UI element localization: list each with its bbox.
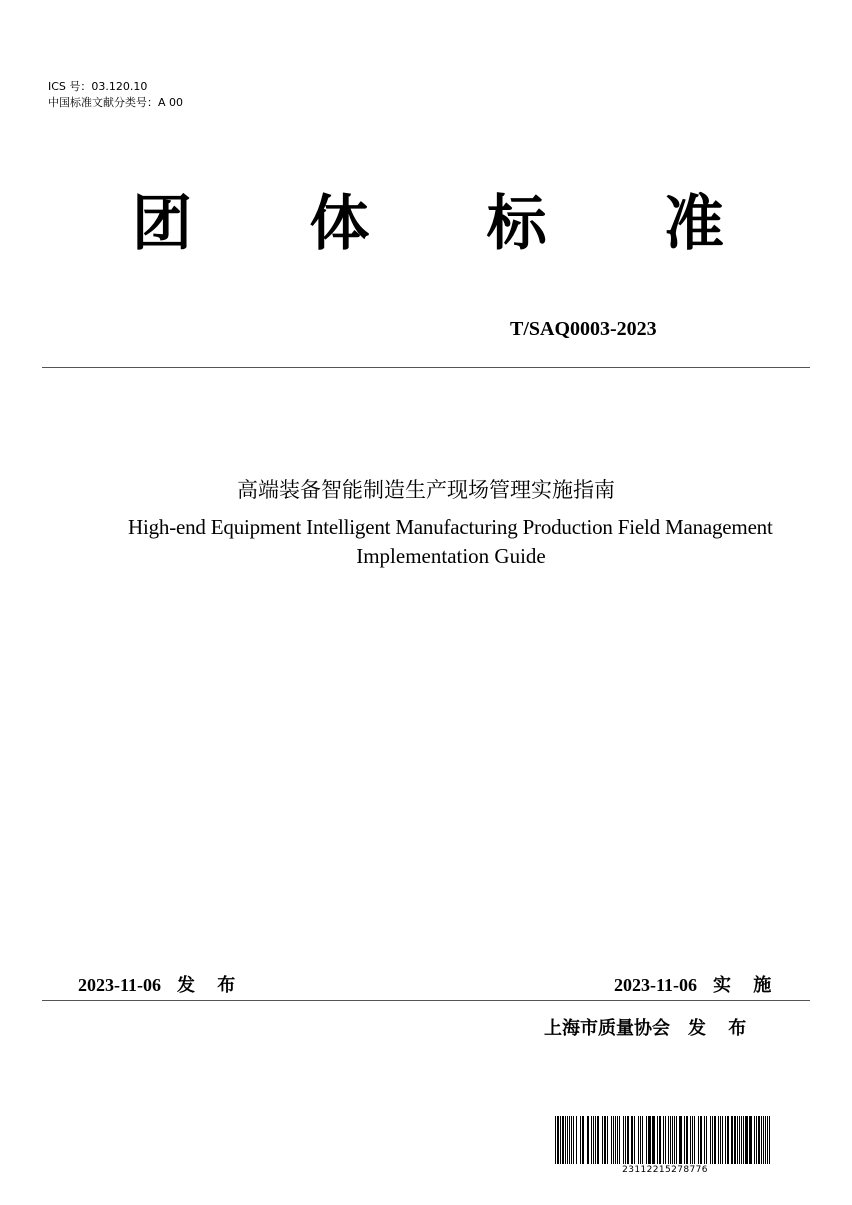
barcode-bar (676, 1116, 677, 1164)
barcode-bar (765, 1116, 766, 1164)
standard-type-title (132, 188, 724, 260)
document-title-cn: 高端装备智能制造生产现场管理实施指南 (237, 478, 615, 502)
barcode-bar (665, 1116, 666, 1164)
barcode-bar (615, 1116, 616, 1164)
divider-top (42, 367, 810, 368)
classification-block (48, 79, 183, 111)
title-char: 准 (663, 189, 724, 259)
barcode-bar (657, 1116, 658, 1164)
barcode-bar (692, 1116, 693, 1164)
publish-date-block (78, 971, 243, 997)
barcode-bar (576, 1116, 577, 1164)
barcode (554, 1116, 776, 1175)
barcode-bar (761, 1116, 762, 1164)
title-char: 标 (486, 189, 547, 259)
barcode-bar (756, 1116, 757, 1164)
barcode-bar (571, 1116, 572, 1164)
barcode-bar (613, 1116, 614, 1164)
barcode-bar (597, 1116, 599, 1164)
barcode-bar (560, 1116, 561, 1164)
barcode-bar (663, 1116, 664, 1164)
barcode-bar (611, 1116, 612, 1164)
barcode-bar (690, 1116, 691, 1164)
publisher-block (544, 1014, 754, 1040)
barcode-bar (631, 1116, 633, 1164)
barcode-bar (731, 1116, 733, 1164)
barcode-bar (725, 1116, 726, 1164)
barcode-bar (741, 1116, 742, 1164)
barcode-bar (638, 1116, 639, 1164)
ccs-number: 中国标准文献分类号：A 00 (48, 96, 184, 109)
implement-label: 实 施 (713, 975, 780, 996)
barcode-bar (593, 1116, 594, 1164)
barcode-bar (769, 1116, 770, 1164)
barcode-bar (580, 1116, 581, 1164)
divider-bottom (42, 1000, 810, 1001)
barcode-bar (698, 1116, 699, 1164)
barcode-bar (704, 1116, 705, 1164)
barcode-bar (562, 1116, 564, 1164)
barcode-bar (567, 1116, 568, 1164)
barcode-bar (745, 1116, 748, 1164)
barcode-bar (640, 1116, 641, 1164)
barcode-number: 23112215278776 (622, 1165, 708, 1175)
barcode-bar (573, 1116, 574, 1164)
barcode-bar (557, 1116, 558, 1164)
barcode-bar (743, 1116, 744, 1164)
barcode-bar (737, 1116, 738, 1164)
barcode-bar (565, 1116, 566, 1164)
barcode-bar (767, 1116, 768, 1164)
barcode-bar (758, 1116, 760, 1164)
barcode-bar (642, 1116, 643, 1164)
implement-date-block (614, 971, 779, 997)
barcode-bar (659, 1116, 661, 1164)
standard-number: T/SAQ0003-2023 (510, 318, 657, 340)
publisher-action: 发 布 (688, 1018, 755, 1039)
barcode-bar (734, 1116, 736, 1164)
barcode-bar (727, 1116, 729, 1164)
barcode-bar (619, 1116, 620, 1164)
implement-date: 2023-11-06 (614, 975, 697, 995)
publisher-name: 上海市质量协会 (544, 1018, 670, 1039)
publish-date: 2023-11-06 (78, 975, 161, 995)
barcode-bar (672, 1116, 673, 1164)
barcode-bar (749, 1116, 752, 1164)
barcode-bar (686, 1116, 688, 1164)
barcode-bar (634, 1116, 635, 1164)
barcode-bar (582, 1116, 584, 1164)
barcode-bar (602, 1116, 603, 1164)
publish-label: 发 布 (177, 975, 244, 996)
barcode-bar (587, 1116, 589, 1164)
barcode-bar (694, 1116, 695, 1164)
barcode-bar (712, 1116, 713, 1164)
barcode-bar (591, 1116, 592, 1164)
barcode-bar (623, 1116, 624, 1164)
barcode-bar (706, 1116, 707, 1164)
document-title-en-line2: Implementation Guide (356, 544, 546, 568)
barcode-bar (710, 1116, 711, 1164)
barcode-bar (722, 1116, 723, 1164)
barcode-bar (679, 1116, 682, 1164)
barcode-bar (739, 1116, 740, 1164)
barcode-bar (646, 1116, 647, 1164)
barcode-bar (569, 1116, 570, 1164)
barcode-bar (754, 1116, 755, 1164)
title-char: 体 (309, 189, 370, 259)
document-title-en-line1: High-end Equipment Intelligent Manufacturing Production Field Management (128, 515, 773, 539)
barcode-bar (700, 1116, 702, 1164)
barcode-bar (714, 1116, 716, 1164)
barcode-bar (720, 1116, 721, 1164)
barcode-bar (607, 1116, 608, 1164)
barcode-bar (668, 1116, 669, 1164)
barcode-bar (604, 1116, 606, 1164)
barcode-bar (763, 1116, 764, 1164)
barcode-bar (652, 1116, 655, 1164)
barcode-bar (617, 1116, 618, 1164)
barcode-bar (670, 1116, 671, 1164)
barcode-bar (595, 1116, 596, 1164)
barcode-bar (684, 1116, 685, 1164)
barcode-bars (554, 1116, 776, 1164)
barcode-bar (558, 1116, 559, 1164)
barcode-bar (627, 1116, 629, 1164)
barcode-bar (718, 1116, 719, 1164)
barcode-bar (648, 1116, 651, 1164)
barcode-bar (625, 1116, 626, 1164)
barcode-bar (674, 1116, 675, 1164)
title-char: 团 (132, 189, 192, 259)
ics-number: ICS 号：03.120.10 (48, 80, 148, 93)
barcode-bar (555, 1116, 556, 1164)
